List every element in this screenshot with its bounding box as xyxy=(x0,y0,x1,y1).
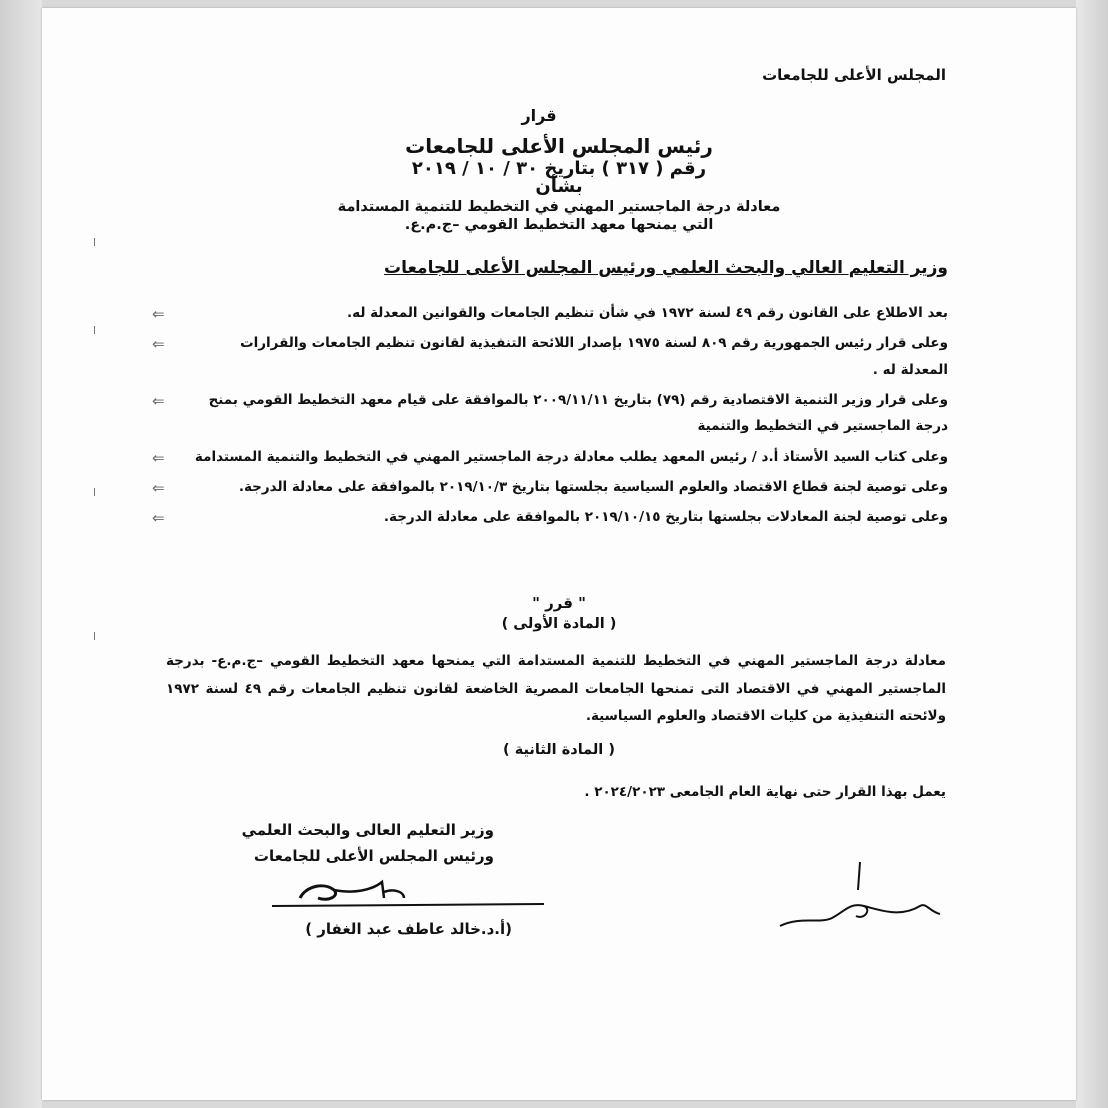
title-line-4: معادلة درجة الماجستير المهني في التخطيط للتنمية المستدامة xyxy=(337,199,781,216)
preamble-clauses xyxy=(152,300,948,531)
scan-mark xyxy=(94,488,95,496)
arrow-icon: ⇐ xyxy=(152,305,165,323)
document-page xyxy=(42,8,1076,1100)
clause-text: وعلى كتاب السيد الأستاذ أ.د / رئيس المعهد يطلب معادلة درجة الماجستير المهني في التخطيط والتنمية المستدامة xyxy=(194,448,948,465)
arrow-icon: ⇐ xyxy=(152,335,165,354)
right-frame-edge xyxy=(1076,0,1108,1108)
article-2-text: يعمل بهذا القرار حتى نهاية العام الجامعى ٢٠٢٤/٢٠٢٣ . xyxy=(584,784,946,800)
clause-item xyxy=(152,300,948,326)
clause-item xyxy=(152,504,948,530)
clause-text: وعلى توصية لجنة المعادلات بجلستها بتاريخ ٢٠١٩/١٠/١٥ بالموافقة على معادلة الدرجة. xyxy=(383,509,948,526)
article-1-text: معادلة درجة الماجستير المهني في التخطيط للتنمية المستدامة التي يمنحها معهد التخطيط القومي –ج.م.ع- بدرجة الماجستير المهني في الاقتصاد التى تمنحها الجامعات المصرية الخاضعة لقانون تنظيم الجامعات رقم ٤٩ لسنة ١٩٧٢ ولائحته التنفيذية من كليات الاقتصاد والعلوم السياسية. xyxy=(166,653,946,725)
scan-mark xyxy=(94,326,95,334)
signature-block xyxy=(242,818,494,869)
secondary-signature xyxy=(760,854,950,944)
title-line-5: التي يمنحها معهد التخطيط القومي –ج.م.ع. xyxy=(404,216,714,233)
clause-item xyxy=(152,474,948,500)
title-line-3: بشأن xyxy=(535,175,583,197)
signature-title-2: ورئيس المجلس الأعلى للجامعات xyxy=(253,846,494,865)
title-block xyxy=(42,134,1076,234)
title-line-1: رئيس المجلس الأعلى للجامعات xyxy=(405,134,713,158)
signature-title-1: وزير التعليم العالى والبحث العلمي xyxy=(241,821,494,839)
article-1-title: ( المادة الأولى ) xyxy=(501,616,617,632)
arrow-icon: ⇐ xyxy=(152,509,165,528)
clause-item xyxy=(152,330,948,383)
title-line-2: رقم ( ٣١٧ ) بتاريخ ٣٠ / ١٠ / ٢٠١٩ xyxy=(411,158,707,179)
scan-mark xyxy=(94,238,95,246)
arrow-icon: ⇐ xyxy=(152,478,165,497)
scan-mark xyxy=(94,632,95,640)
minister-heading: وزير التعليم العالي والبحث العلمي ورئيس المجلس الأعلى للجامعات xyxy=(383,258,948,278)
arrow-icon: ⇐ xyxy=(152,448,165,467)
clause-text: بعد الاطلاع على القانون رقم ٤٩ لسنة ١٩٧٢ في شأن تنظيم الجامعات والقوانين المعدلة له. xyxy=(347,305,948,321)
clause-item xyxy=(152,444,948,470)
council-header: المجلس الأعلى للجامعات xyxy=(762,66,946,84)
minister-signature xyxy=(254,868,544,918)
clause-text: وعلى توصية لجنة قطاع الاقتصاد والعلوم السياسية بجلستها بتاريخ ٢٠١٩/١٠/٣ بالموافقة على معادلة الدرجة. xyxy=(238,478,948,495)
clause-item xyxy=(152,387,948,440)
article-2-title: ( المادة الثانية ) xyxy=(503,742,615,758)
clause-text: وعلى قرار وزير التنمية الاقتصادية رقم (٧٩) بتاريخ ٢٠٠٩/١١/١١ بالموافقة على قيام معهد التخطيط القومي بمنح درجة الماجستير في التخطيط والتنمية xyxy=(208,391,948,435)
signatory-name: (أ.د.خالد عاطف عبد الغفار ) xyxy=(305,920,512,938)
decided-label: " قرر " xyxy=(532,594,586,612)
clause-text: وعلى قرار رئيس الجمهورية رقم ٨٠٩ لسنة ١٩٧٥ بإصدار اللائحة التنفيذية لقانون تنظيم الجامعات والقرارات المعدلة له . xyxy=(240,335,948,378)
arrow-icon: ⇐ xyxy=(152,391,165,410)
decision-label: قرار xyxy=(521,106,557,125)
left-frame-edge xyxy=(0,0,42,1108)
